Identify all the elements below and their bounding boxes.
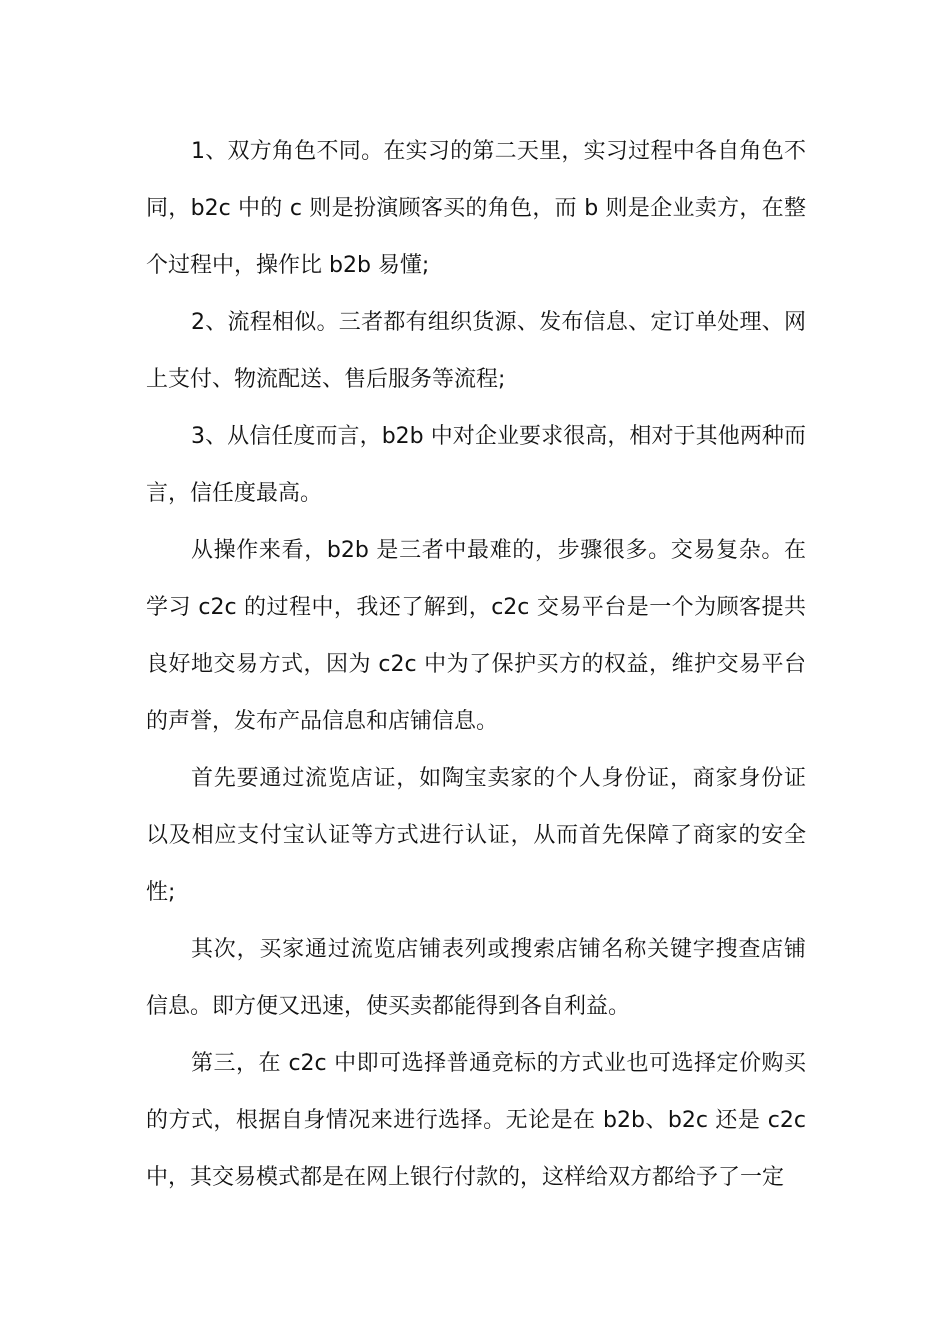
paragraph-3: 3、从信任度而言，b2b 中对企业要求很高，相对于其他两种而言，信任度最高。 <box>146 424 806 506</box>
paragraph-6: 其次，买家通过流览店铺表列或搜索店铺名称关键字搜查店铺信息。即方便又迅速，使买卖都能得到各自利益。 <box>146 937 806 1019</box>
paragraph-1: 1、双方角色不同。在实习的第二天里，实习过程中各自角色不同，b2c 中的 c 则是扮演顾客买的角色，而 b 则是企业卖方，在整个过程中，操作比 b2b 易懂; <box>146 139 806 278</box>
paragraph-5: 首先要通过流览店证，如陶宝卖家的个人身份证，商家身份证以及相应支付宝认证等方式进行认证，从而首先保障了商家的安全性; <box>146 766 806 905</box>
paragraph-4: 从操作来看，b2b 是三者中最难的，步骤很多。交易复杂。在学习 c2c 的过程中，我还了解到，c2c 交易平台是一个为顾客提共良好地交易方式，因为 c2c 中为了保护买方的权益，维护交易平台的声誉，发布产品信息和店铺信息。 <box>146 538 806 734</box>
paragraph-2: 2、流程相似。三者都有组织货源、发布信息、定订单处理、网上支付、物流配送、售后服务等流程; <box>146 310 806 392</box>
paragraph-7: 第三，在 c2c 中即可选择普通竞标的方式业也可选择定价购买的方式，根据自身情况来进行选择。无论是在 b2b、b2c 还是 c2c 中，其交易模式都是在网上银行付款的，这样给双方都给予了一定 <box>146 1051 806 1190</box>
document-body <box>146 123 806 1206</box>
